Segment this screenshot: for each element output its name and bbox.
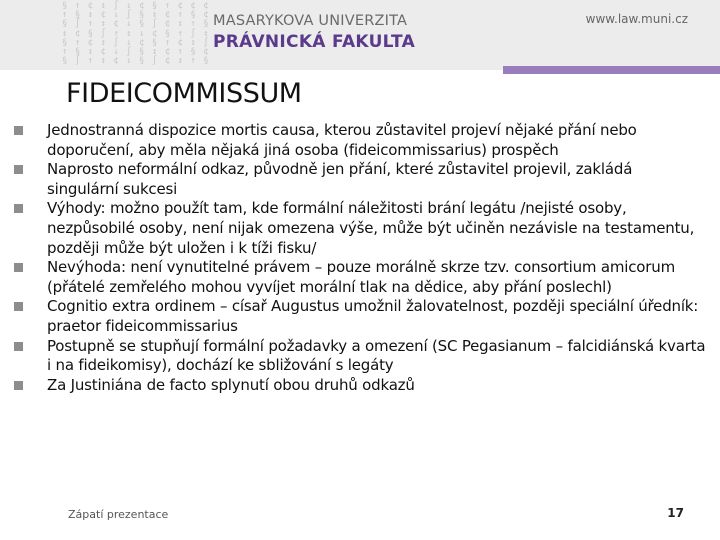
square-bullet-icon xyxy=(14,302,23,311)
bullet-text: Za Justiniána de facto splynutí obou druhů odkazů xyxy=(47,375,415,394)
bullet-text: Nevýhoda: není vynutitelné právem – pouze morálně skrze tzv. consortium amicorum (přátelé zemřelého mohou vyvíjet morální tlak na dědice, aby přání poslechl) xyxy=(47,258,675,296)
university-name: MASARYKOVA UNIVERZITA xyxy=(213,13,408,29)
list-item xyxy=(14,199,706,258)
page-number: 17 xyxy=(667,506,684,520)
list-item xyxy=(14,121,706,160)
list-item xyxy=(14,258,706,297)
bullet-text: Naprosto neformální odkaz, původně jen přání, které zůstavitel projevil, zakládá singulární sukcesi xyxy=(47,160,633,198)
square-bullet-icon xyxy=(14,342,23,351)
site-url[interactable]: www.law.muni.cz xyxy=(585,12,688,26)
university-logo-pattern: § ↑ ¢ ↕ ∫ ↓ ¢ § ↑ ¢ ↑ § ↕ ¢ ↓ ∫ § ↕ ¢ ↑ § ∫ ↑ ↕ ¢ ↓ § ∫ ¢ ↕ ↕ ¢ § ∫ ↑ ↕ ↓ ¢ § ↑ § ↑ ¢ ↕ ∫ ↓ ¢ § ↑ ¢ ↑ § ↕ ¢ ↓ ∫ § ↕ ¢ ↑ § ∫ ↑ ↕ ¢ ↓ § ∫ ¢ ↕ xyxy=(62,1,184,67)
square-bullet-icon xyxy=(14,263,23,272)
square-bullet-icon xyxy=(14,204,23,213)
square-bullet-icon xyxy=(14,381,23,390)
bullet-text: Výhody: možno použít tam, kde formální náležitosti brání legátu /nejisté osoby, nezpůsobilé osoby, není nijak omezena výše, může být učiněn nezávisle na testamentu, později může být uložen i k tíži fisku/ xyxy=(47,199,695,257)
list-item xyxy=(14,297,706,336)
bullet-list xyxy=(14,121,706,395)
list-item xyxy=(14,160,706,199)
bullet-text: Cognitio extra ordinem – císař Augustus umožnil žalovatelnost, později speciální úředník: praetor fideicommissarius xyxy=(47,297,699,335)
list-item xyxy=(14,376,706,396)
footer-text: Zápatí prezentace xyxy=(68,508,169,521)
square-bullet-icon xyxy=(14,126,23,135)
bullet-text: Jednostranná dispozice mortis causa, kterou zůstavitel projeví nějaké přání nebo doporučení, aby měla nějaká jiná osoba (fideicommissarius) prospěch xyxy=(47,121,637,159)
square-bullet-icon xyxy=(14,165,23,174)
accent-bar xyxy=(503,66,720,74)
list-item xyxy=(14,337,706,376)
faculty-name: PRÁVNICKÁ FAKULTA xyxy=(213,32,416,52)
slide-title: FIDEICOMMISSUM xyxy=(66,78,302,109)
bullet-text: Postupně se stupňují formální požadavky a omezení (SC Pegasianum – falcidiánská kvarta i na fideikomisy), dochází ke sbližování s legáty xyxy=(47,336,706,375)
